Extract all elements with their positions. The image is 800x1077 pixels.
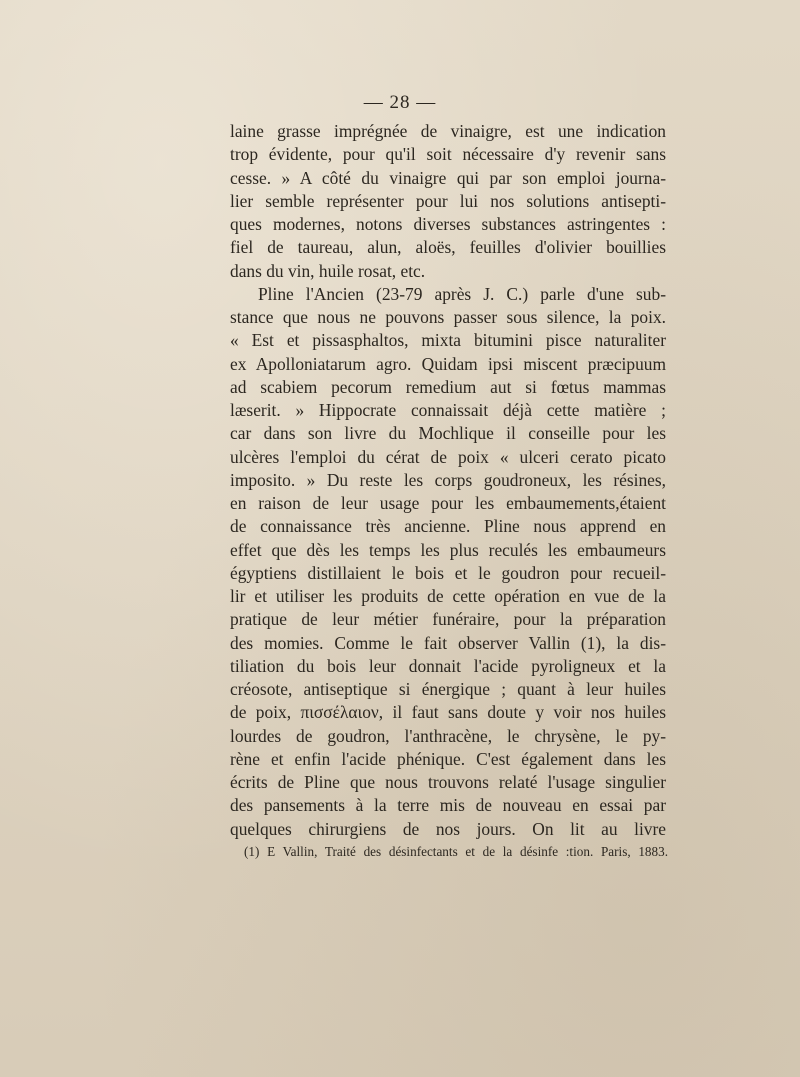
text-line: cesse. » A côté du vinaigre qui par son emploi journa-: [230, 167, 666, 188]
text-line: « Est et pissasphaltos, mixta bitumini pisce naturaliter: [230, 330, 666, 351]
text-line: créosote, antiseptique si énergique ; quant à leur huiles: [230, 679, 666, 699]
text-line: Pline l'Ancien (23-79 après J. C.) parle d'une sub-: [258, 283, 666, 304]
text-line: car dans son livre du Mochlique il conseille pour les: [230, 423, 666, 444]
text-line: læserit. » Hippocrate connaissait déjà cette matière ;: [230, 400, 666, 420]
text-line: de poix, πισσέλαιον, il faut sans doute y voir nos huiles: [230, 702, 666, 723]
text-line: égyptiens distillaient le bois et le goudron pour recueil-: [230, 562, 666, 583]
text-line: imposito. » Du reste les corps goudroneux, les résines,: [230, 469, 666, 490]
body-text: [230, 120, 666, 841]
text-line: ex Apolloniatarum agro. Quidam ipsi miscent præcipuum: [230, 353, 666, 374]
text-line: en raison de leur usage pour les embaumements,étaient: [230, 493, 666, 513]
text-line: ulcères l'emploi du cérat de poix « ulceri cerato picato: [230, 446, 666, 467]
text-line: lir et utiliser les produits de cette opération en vue de la: [230, 586, 666, 606]
text-line: trop évidente, pour qu'il soit nécessaire d'y revenir sans: [230, 144, 666, 165]
text-line: effet que dès les temps les plus reculés les embaumeurs: [230, 539, 666, 560]
text-line: ad scabiem pecorum remedium aut si fœtus mammas: [230, 376, 666, 397]
text-line: ques modernes, notons diverses substances astringentes :: [230, 214, 666, 234]
page-number: — 28 —: [363, 92, 437, 113]
footnote: (1) E Vallin, Traité des désinfectants et de la désinfe :tion. Paris, 1883.: [244, 844, 668, 859]
text-line: rène et enfin l'acide phénique. C'est également dans les: [230, 748, 666, 769]
text-line: stance que nous ne pouvons passer sous silence, la poix.: [230, 307, 666, 327]
text-line: lourdes de goudron, l'anthracène, le chrysène, le py-: [230, 725, 666, 746]
text-line: des momies. Comme le fait observer Vallin (1), la dis-: [230, 632, 666, 653]
text-line: quelques chirurgiens de nos jours. On lit au livre: [230, 818, 666, 839]
text-line: tiliation du bois leur donnait l'acide pyroligneux et la: [230, 655, 666, 676]
text-line: écrits de Pline que nous trouvons relaté l'usage singulier: [230, 772, 666, 792]
text-line: de connaissance très ancienne. Pline nous apprend en: [230, 516, 666, 537]
text-line: des pansements à la terre mis de nouveau en essai par: [230, 795, 666, 816]
text-line: fiel de taureau, alun, aloës, feuilles d'olivier bouillies: [230, 237, 666, 258]
text-line: pratique de leur métier funéraire, pour la préparation: [230, 609, 666, 630]
text-line: lier semble représenter pour lui nos solutions antisepti-: [230, 190, 666, 211]
text-line: dans du vin, huile rosat, etc.: [230, 260, 426, 281]
text-line: laine grasse imprégnée de vinaigre, est une indication: [230, 121, 666, 141]
